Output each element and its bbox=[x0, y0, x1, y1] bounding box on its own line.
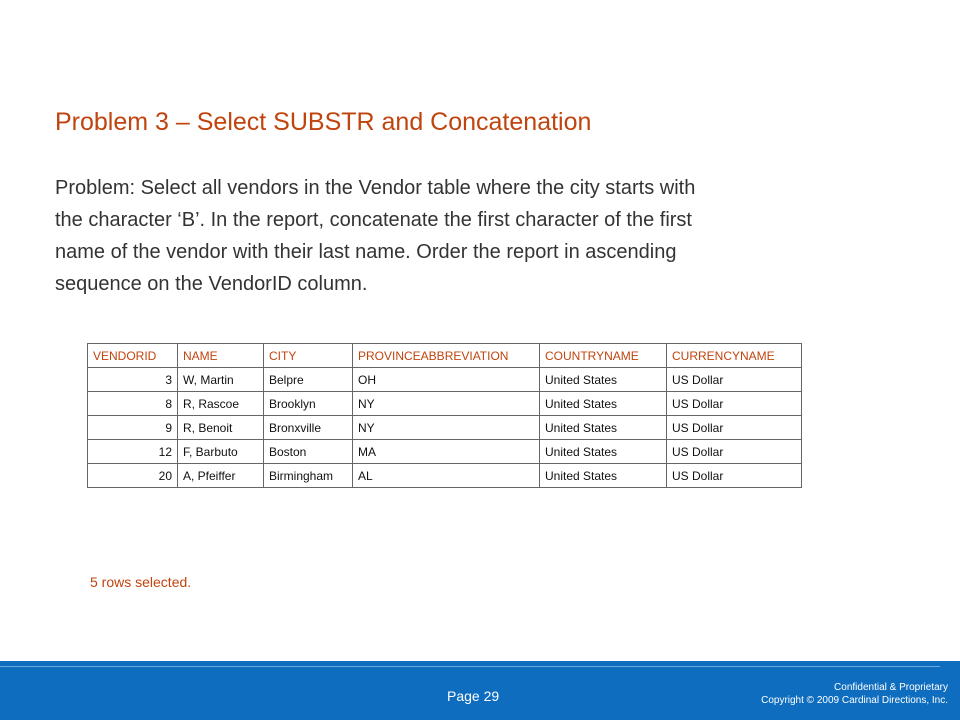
cell-currency: US Dollar bbox=[667, 440, 802, 464]
cell-vendorid: 20 bbox=[88, 464, 178, 488]
column-header-country: COUNTRYNAME bbox=[540, 344, 667, 368]
cell-city: Birmingham bbox=[264, 464, 353, 488]
results-table bbox=[87, 343, 802, 488]
cell-province: NY bbox=[353, 392, 540, 416]
table-row bbox=[88, 464, 802, 488]
cell-province: NY bbox=[353, 416, 540, 440]
cell-name: F, Barbuto bbox=[178, 440, 264, 464]
table-row bbox=[88, 440, 802, 464]
cell-city: Bronxville bbox=[264, 416, 353, 440]
cell-currency: US Dollar bbox=[667, 368, 802, 392]
cell-province: MA bbox=[353, 440, 540, 464]
column-header-province: PROVINCEABBREVIATION bbox=[353, 344, 540, 368]
cell-country: United States bbox=[540, 440, 667, 464]
cell-province: OH bbox=[353, 368, 540, 392]
problem-description bbox=[55, 172, 855, 300]
problem-line: name of the vendor with their last name. Order the report in ascending bbox=[55, 241, 677, 263]
cell-vendorid: 12 bbox=[88, 440, 178, 464]
problem-line: sequence on the VendorID column. bbox=[55, 273, 368, 295]
cell-country: United States bbox=[540, 392, 667, 416]
rows-selected-status: 5 rows selected. bbox=[90, 574, 192, 590]
column-header-vendorid: VENDORID bbox=[88, 344, 178, 368]
cell-name: R, Benoit bbox=[178, 416, 264, 440]
legal-notice bbox=[761, 681, 948, 707]
footer-band bbox=[0, 661, 960, 720]
cell-vendorid: 9 bbox=[88, 416, 178, 440]
cell-vendorid: 3 bbox=[88, 368, 178, 392]
confidential-label: Confidential & Proprietary bbox=[834, 682, 948, 693]
cell-vendorid: 8 bbox=[88, 392, 178, 416]
cell-city: Boston bbox=[264, 440, 353, 464]
column-header-currency: CURRENCYNAME bbox=[667, 344, 802, 368]
table-row bbox=[88, 416, 802, 440]
slide-title: Problem 3 – Select SUBSTR and Concatenation bbox=[55, 108, 592, 136]
footer-divider bbox=[0, 666, 940, 667]
cell-country: United States bbox=[540, 416, 667, 440]
copyright-label: Copyright © 2009 Cardinal Directions, Inc. bbox=[761, 695, 948, 706]
cell-country: United States bbox=[540, 464, 667, 488]
cell-currency: US Dollar bbox=[667, 416, 802, 440]
cell-name: A, Pfeiffer bbox=[178, 464, 264, 488]
cell-province: AL bbox=[353, 464, 540, 488]
page-number: Page 29 bbox=[447, 688, 500, 704]
cell-name: W, Martin bbox=[178, 368, 264, 392]
cell-currency: US Dollar bbox=[667, 392, 802, 416]
cell-name: R, Rascoe bbox=[178, 392, 264, 416]
table-row bbox=[88, 392, 802, 416]
cell-city: Belpre bbox=[264, 368, 353, 392]
cell-city: Brooklyn bbox=[264, 392, 353, 416]
cell-country: United States bbox=[540, 368, 667, 392]
column-header-name: NAME bbox=[178, 344, 264, 368]
column-header-city: CITY bbox=[264, 344, 353, 368]
table-row bbox=[88, 368, 802, 392]
cell-currency: US Dollar bbox=[667, 464, 802, 488]
problem-line: Problem: Select all vendors in the Vendor table where the city starts with bbox=[55, 177, 696, 199]
table-header-row bbox=[88, 344, 802, 368]
problem-line: the character ‘B’. In the report, concatenate the first character of the first bbox=[55, 209, 692, 231]
